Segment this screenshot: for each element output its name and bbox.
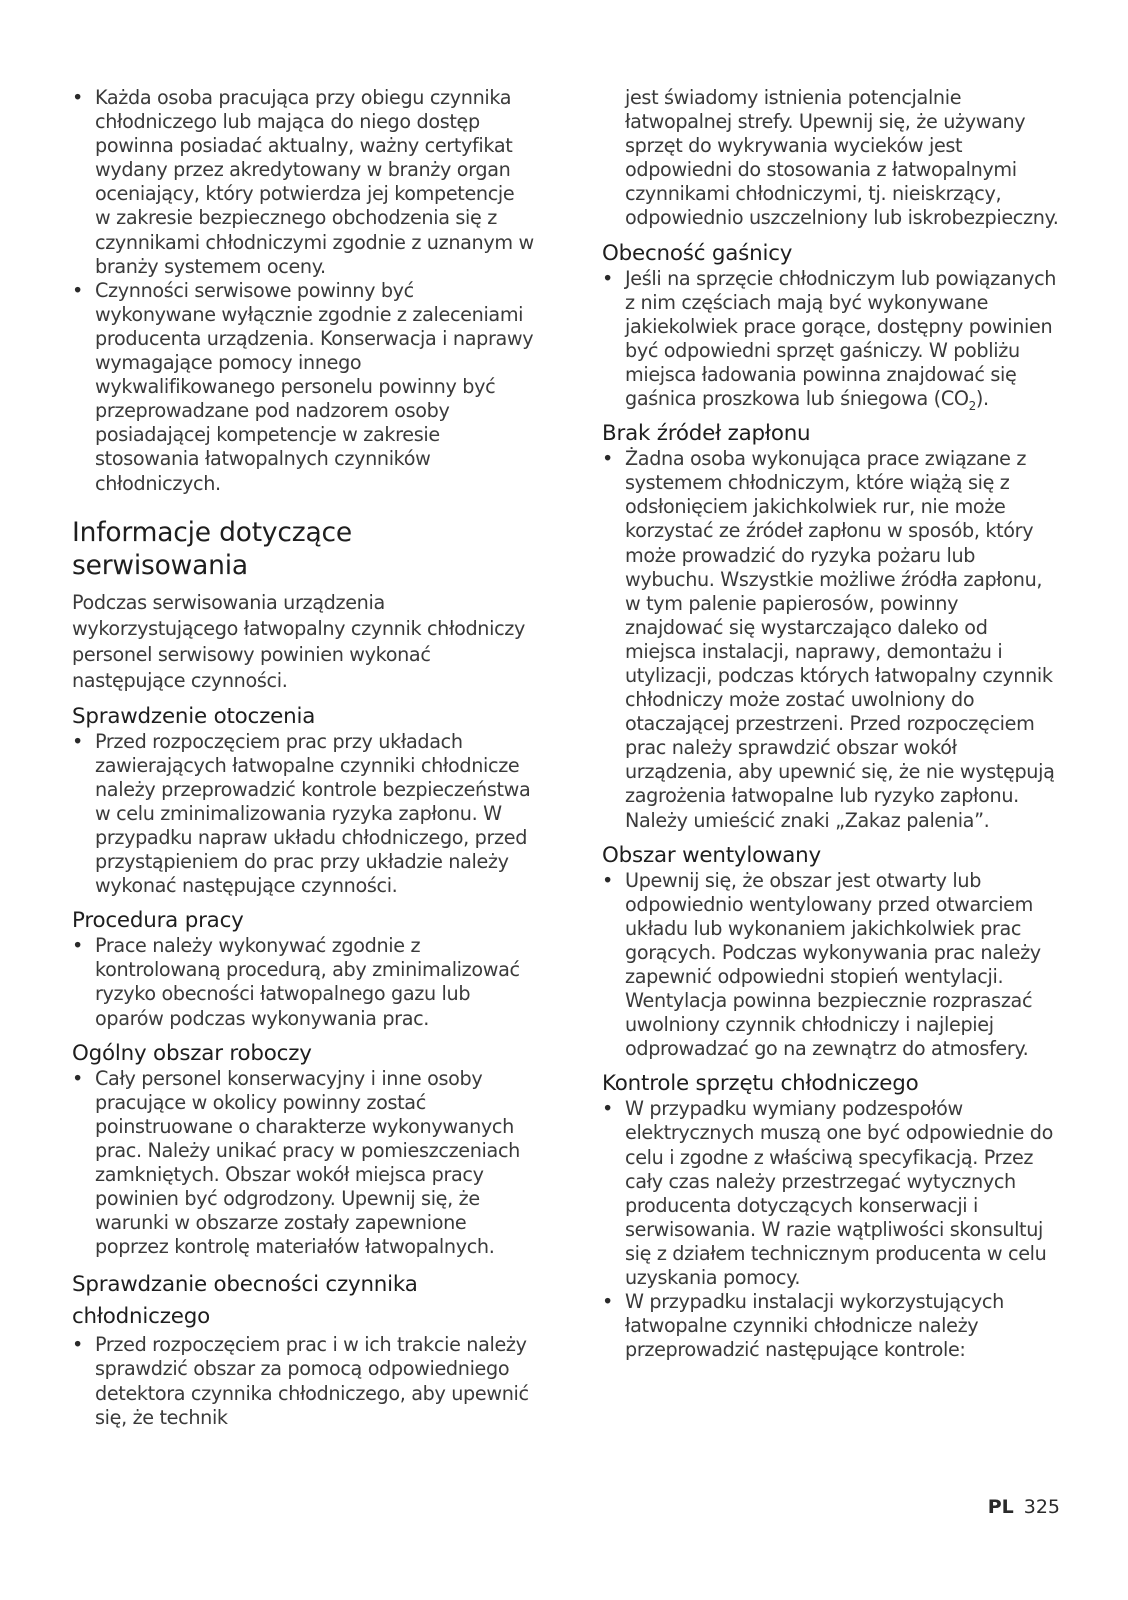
bullet-list: [72, 934, 534, 1030]
heading-ogolny-obszar-roboczy: Ogólny obszar roboczy: [72, 1040, 312, 1066]
bullet-list: [72, 1333, 534, 1429]
list-item: • Każda osoba pracująca przy obiegu czynnika chłodniczego lub mająca do niego dostęp powinna posiadać aktualny, ważny certyfikat wydany przez akredytowany w branży organ oceniający, który potwierdza jej kompetencje w zakresie bezpiecznego obchodzenia się z czynnikami chłodniczymi zgodnie z uznanym w branży systemem oceny.: [72, 86, 534, 279]
right-column: [602, 86, 1060, 1362]
intro-paragraph: Podczas serwisowania urządzenia wykorzystującego łatwopalny czynnik chłodniczy personel serwisowy powinien wykonać następujące czynności.: [72, 590, 526, 692]
list-item: [602, 267, 1060, 412]
bullet-list: [602, 869, 1060, 1062]
heading-procedura-pracy: Procedura pracy: [72, 908, 244, 934]
list-item: • Czynności serwisowe powinny być wykonywane wyłącznie zgodnie z zaleceniami producenta urządzenia. Konserwacja i naprawy wymagające pomocy innego wykwalifikowanego personelu powinny być przeprowadzane pod nadzorem osoby posiadającej kompetencje w zakresie stosowania łatwopalnych czynników chłodniczych.: [72, 279, 534, 496]
extinguisher-text: Jeśli na sprzęcie chłodniczym lub powiązanych z nim częściach mają być wykonywane jakiekolwiek prace gorące, dostępny powinien być odpowiedni sprzęt gaśniczy. W pobliżu miejsca ładowania powinna znajdować się gaśnica proszkowa lub śniegowa (CO: [625, 266, 1057, 411]
list-item: • Przed rozpoczęciem prac przy układach zawierających łatwopalne czynniki chłodnicze należy przeprowadzić kontrole bezpieczeństwa w celu zminimalizowania ryzyka zapłonu. W przypadku napraw układu chłodniczego, przed przystąpieniem do prac przy układzie należy wykonać następujące czynności.: [72, 730, 534, 899]
list-item: • Przed rozpoczęciem prac i w ich trakcie należy sprawdzić obszar za pomocą odpowiedniego detektora czynnika chłodniczego, aby upewnić się, że technik: [72, 1333, 534, 1429]
co2-subscript: 2: [968, 398, 976, 413]
heading-obszar-wentylowany: Obszar wentylowany: [602, 842, 821, 868]
list-item: • Żadna osoba wykonująca prace związane z systemem chłodniczym, które wiążą się z odsłonięciem jakichkolwiek rur, nie może korzystać ze źródeł zapłonu w sposób, który może prowadzić do ryzyka pożaru lub wybuchu. Wszystkie możliwe źródła zapłonu, w tym palenie papierosów, powinny znajdować się wystarczająco daleko od miejsca instalacji, naprawy, demontażu i utylizacji, podczas których łatwopalny czynnik chłodniczy może zostać uwolniony do otaczającej przestrzeni. Przed rozpoczęciem prac należy sprawdzić obszar wokół urządzenia, aby upewnić się, że nie występują zagrożenia łatwopalne lub ryzyko zapłonu. Należy umieścić znaki „Zakaz palenia”.: [602, 447, 1060, 833]
list-item: • W przypadku instalacji wykorzystujących łatwopalne czynniki chłodnicze należy przeprowadzić następujące kontrole:: [602, 1290, 1060, 1362]
list-item: • Cały personel konserwacyjny i inne osoby pracujące w okolicy powinny zostać poinstruowane o charakterze wykonywanych prac. Należy unikać pracy w pomieszczeniach zamkniętych. Obszar wokół miejsca pracy powinien być odgrodzony. Upewnij się, że warunki w obszarze zostały zapewnione poprzez kontrolę materiałów łatwopalnych.: [72, 1067, 534, 1260]
continuation-text: jest świadomy istnienia potencjalnie łatwopalnej strefy. Upewnij się, że używany sprzęt do wykrywania wycieków jest odpowiedni do stosowania z łatwopalnymi czynnikami chłodniczymi, tj. nieiskrzący, odpowiednio uszczelniony lub iskrobezpieczny.: [625, 86, 1059, 230]
heading-brak-zrodel-zaplonu: Brak źródeł zapłonu: [602, 421, 811, 447]
page-footer: [988, 1496, 1060, 1518]
bullet-list: [602, 1097, 1060, 1362]
heading-obecnosc-gasnicy: Obecność gaśnicy: [602, 240, 793, 266]
continuation-list: [602, 86, 1060, 231]
heading-sprawdzenie-otoczenia: Sprawdzenie otoczenia: [72, 703, 316, 729]
bullet-list: [72, 730, 534, 899]
list-item: • Upewnij się, że obszar jest otwarty lub odpowiednio wentylowany przed otwarciem układu lub wykonaniem jakichkolwiek prac gorących. Podczas wykonywania prac należy zapewnić odpowiedni stopień wentylacji. Wentylacja powinna bezpiecznie rozpraszać uwolniony czynnik chłodniczy i najlepiej odprowadzać go na zewnątrz do atmosfery.: [602, 869, 1060, 1062]
language-code: PL: [987, 1496, 1014, 1518]
left-column: [72, 86, 534, 1430]
bullet-list: [602, 267, 1060, 412]
bullet-list: [602, 447, 1060, 833]
heading-kontrole-sprzetu: Kontrole sprzętu chłodniczego: [602, 1071, 919, 1097]
heading-sprawdzanie-czynnika: Sprawdzanie obecności czynnika chłodniczego: [72, 1272, 418, 1330]
extinguisher-text-end: ).: [975, 387, 989, 411]
list-item: • Prace należy wykonywać zgodnie z kontrolowaną procedurą, aby zminimalizować ryzyko obecności łatwopalnego gazu lub oparów podczas wykonywania prac.: [72, 934, 534, 1030]
list-item: • W przypadku wymiany podzespołów elektrycznych muszą one być odpowiednie do celu i zgodne z właściwą specyfikacją. Przez cały czas należy przestrzegać wytycznych producenta dotyczących konserwacji i serwisowania. W razie wątpliwości skonsultuj się z działem technicznym producenta w celu uzyskania pomocy.: [602, 1097, 1060, 1290]
page-number: 325: [1023, 1496, 1060, 1518]
bullet-list: [72, 1067, 534, 1260]
top-bullet-list: [72, 86, 534, 496]
section-title: Informacje dotyczące serwisowania: [72, 516, 352, 581]
